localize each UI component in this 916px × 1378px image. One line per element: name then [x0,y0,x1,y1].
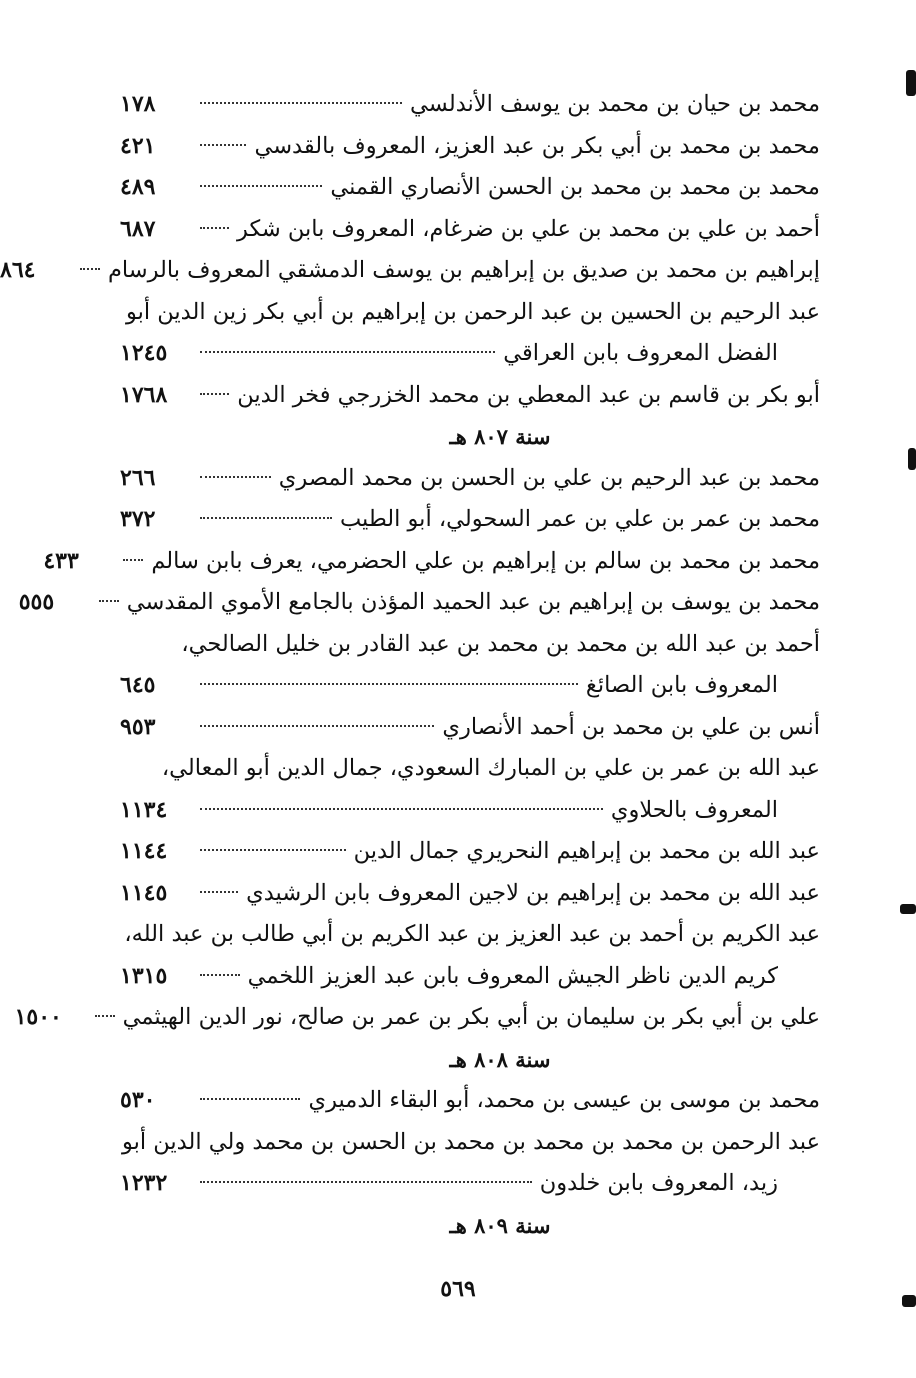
index-entry [43,541,820,583]
entry-name: محمد بن عمر بن علي بن عمر السحولي، أبو الطيب [339,506,820,532]
dot-leader [200,476,271,478]
dot-leader [200,393,229,395]
entry-page-number: ٣٧٢ [120,506,156,532]
entry-page-number: ٤٣٣ [43,547,79,574]
entry-page-number: ٦٤٥ [120,672,156,698]
dot-leader [200,974,240,976]
entry-page-number: ١١٤٤ [120,838,168,864]
entry-name: محمد بن محمد بن أبي بكر بن عبد العزيز، المعروف بالقدسي [254,132,820,159]
dot-leader [200,849,346,851]
index-entry [120,126,820,168]
dot-leader [200,683,578,685]
entry-name: المعروف بابن الصائغ [585,672,778,698]
dot-leader [200,517,332,519]
entry-name: إبراهيم بن محمد بن صديق بن إبراهيم بن يوسف الدمشقي المعروف بالرسام [108,257,820,283]
index-entry [120,167,820,209]
entry-page-number: ١٣١٥ [120,962,168,989]
entry-name: أنس بن علي بن محمد بن أحمد الأنصاري [442,713,820,740]
entry-name: عبد الله بن محمد بن إبراهيم بن لاجين المعروف بابن الرشيدي [246,879,820,906]
entry-name: زيد، المعروف بابن خلدون [539,1170,778,1196]
entry-page-number: ٩٥٣ [120,713,156,740]
entry-name: علي بن أبي بكر بن سليمان بن أبي بكر بن عمر بن صالح، نور الدين الهيثمي [122,1004,820,1030]
index-entry [120,1163,820,1205]
index-entry [120,665,820,707]
entry-name: عبد الكريم بن أحمد بن عبد العزيز بن عبد الكريم بن أبي طالب بن عبد الله، [124,921,820,947]
index-entry [120,790,820,832]
entry-page-number: ٥٣٠ [120,1087,156,1113]
dot-leader [200,185,322,187]
index-entry [120,209,820,251]
entry-page-number: ٥٥٥ [18,589,55,615]
dot-leader [200,1098,300,1100]
scan-mark [906,70,916,96]
dot-leader [200,891,238,893]
scan-mark [900,904,916,914]
page-number: ٥٦٩ [440,1276,476,1302]
index-entry [120,292,820,334]
entry-page-number: ٤٢١ [120,132,156,159]
index-entry [120,831,820,873]
index-list [0,84,820,1246]
year-heading-label: سنة ٨٠٩ هـ [449,1212,551,1238]
entry-page-number: ١٧٦٨ [120,381,168,408]
dot-leader [200,808,603,810]
entry-page-number: ٢٦٦ [120,464,156,491]
index-entry [120,458,820,500]
index-entry [0,250,820,292]
entry-page-number: ١٢٤٥ [120,340,168,366]
dot-leader [200,351,495,353]
entry-page-number: ١١٣٤ [120,796,168,823]
dot-leader [200,725,434,727]
entry-name: محمد بن عبد الرحيم بن علي بن الحسن بن محمد المصري [278,464,820,491]
entry-name: كريم الدين ناظر الجيش المعروف بابن عبد العزيز اللخمي [247,962,778,989]
year-heading-label: سنة ٨٠٧ هـ [449,424,551,449]
entry-name: أحمد بن علي بن محمد بن علي بن ضرغام، المعروف بابن شكر [237,215,820,242]
index-entry [120,333,820,375]
index-entry [120,1080,820,1122]
index-entry [120,707,820,749]
dot-leader [200,102,402,104]
entry-name: الفضل المعروف بابن العراقي [503,340,778,366]
entry-name: المعروف بالحلاوي [610,796,778,823]
entry-name: عبد الرحيم بن الحسين بن عبد الرحمن بن إبراهيم بن أبي بكر زين الدين أبو [126,298,820,325]
year-heading [120,1205,820,1247]
entry-name: أحمد بن عبد الله بن محمد بن محمد بن عبد القادر بن خليل الصالحي، [181,630,820,657]
entry-name: عبد الله بن عمر بن علي بن المبارك السعودي، جمال الدين أبو المعالي، [161,755,820,781]
index-entry [120,1122,820,1164]
entry-name: عبد الرحمن بن محمد بن محمد بن محمد بن الحسن بن محمد ولي الدين أبو [122,1128,820,1155]
dot-leader [95,1015,115,1017]
entry-name: أبو بكر بن قاسم بن عبد المعطي بن محمد الخزرجي فخر الدين [237,381,820,408]
dot-leader [99,600,119,602]
index-entry [120,956,820,998]
entry-page-number: ١٧٨ [120,91,156,117]
dot-leader [200,144,246,146]
entry-page-number: ١٢٣٢ [120,1170,168,1196]
entry-page-number: ١٥٠٠ [14,1004,62,1030]
entry-name: عبد الله بن محمد بن إبراهيم النحريري جمال الدين [353,838,820,864]
index-entry [120,873,820,915]
index-entry [120,499,820,541]
entry-page-number: ٨٦٤ [0,257,36,283]
index-entry [18,582,820,624]
entry-name: محمد بن حيان بن محمد بن يوسف الأندلسي [410,91,820,117]
index-entry [120,375,820,417]
index-entry [120,624,820,666]
entry-name: محمد بن يوسف بن إبراهيم بن عبد الحميد المؤذن بالجامع الأموي المقدسي [126,589,820,615]
entry-name: محمد بن محمد بن سالم بن إبراهيم بن علي الحضرمي، يعرف بابن سالم [151,547,820,574]
scan-mark [908,448,916,470]
index-entry [14,997,820,1039]
entry-page-number: ٤٨٩ [120,174,156,200]
dot-leader [200,227,229,229]
dot-leader [200,1181,532,1183]
scan-mark [902,1295,916,1307]
index-entry [120,84,820,126]
index-entry [120,914,820,956]
dot-leader [80,268,100,270]
year-heading [120,1039,820,1081]
year-heading-label: سنة ٨٠٨ هـ [449,1046,551,1072]
dot-leader [123,559,143,561]
entry-name: محمد بن موسى بن عيسى بن محمد، أبو البقاء الدميري [308,1087,820,1113]
entry-page-number: ١١٤٥ [120,879,168,906]
index-entry [120,748,820,790]
entry-page-number: ٦٨٧ [120,215,156,242]
year-heading [120,416,820,458]
entry-name: محمد بن محمد بن محمد بن الحسن الأنصاري القمني [330,174,820,200]
